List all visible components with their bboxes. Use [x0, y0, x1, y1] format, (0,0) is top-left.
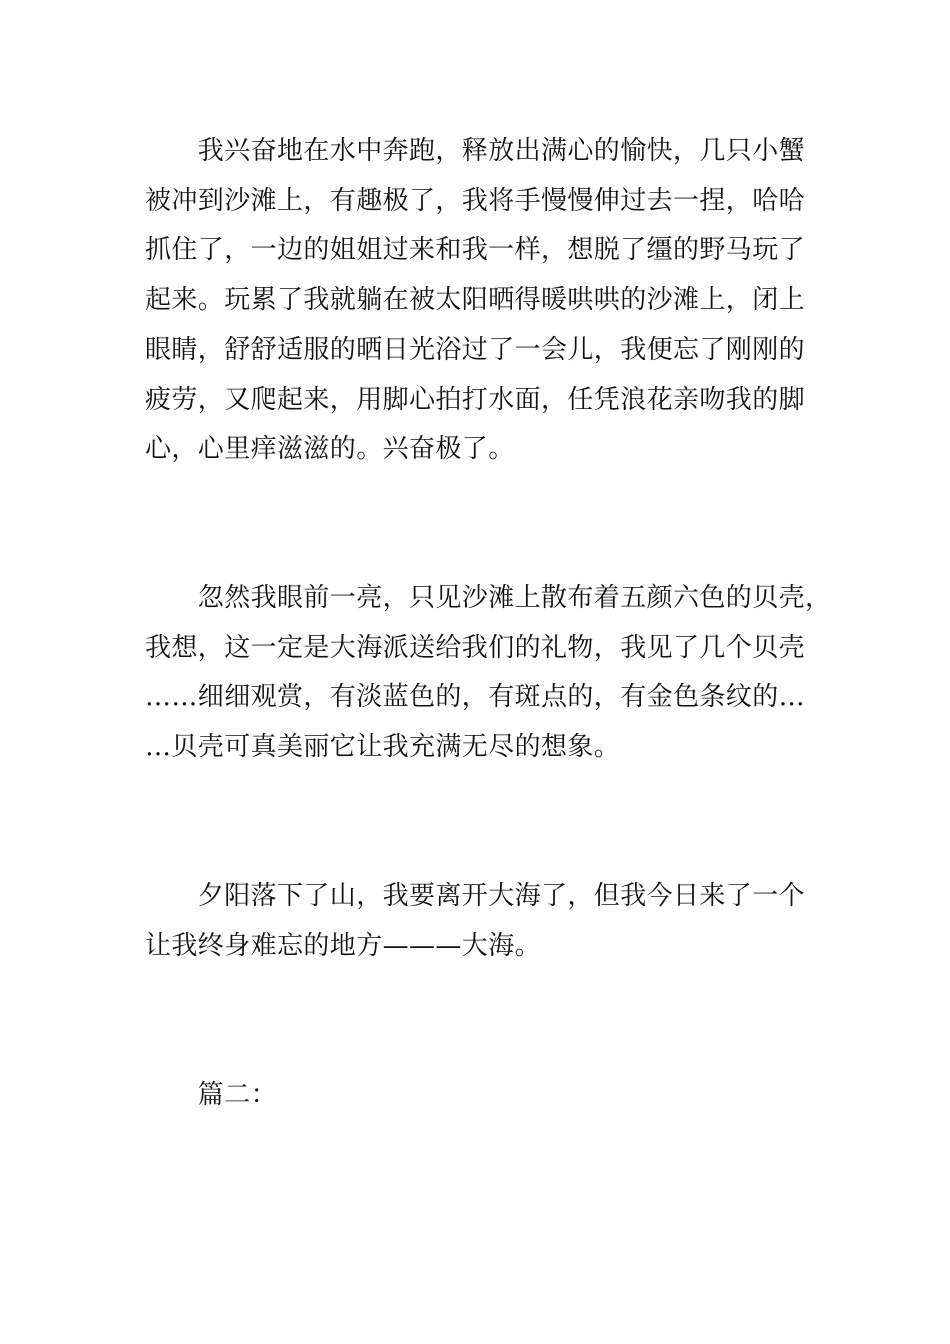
paragraph-line: ……细细观赏，有淡蓝色的，有斑点的，有金色条纹的…	[145, 682, 806, 712]
paragraph-line: 心，心里痒滋滋的。兴奋极了。	[145, 434, 515, 464]
paragraph-line: 被冲到沙滩上，有趣极了，我将手慢慢伸过去一捏，哈哈	[145, 186, 806, 216]
paragraph-line: 抓住了，一边的姐姐过来和我一样，想脱了缰的野马玩了	[145, 235, 806, 265]
paragraph-line: 让我终身难忘的地方———大海。	[145, 931, 542, 961]
paragraph-line: 我兴奋地在水中奔跑，释放出满心的愉快，几只小蟹	[145, 136, 806, 166]
paragraph-line: 夕阳落下了山，我要离开大海了，但我今日来了一个	[145, 881, 806, 911]
paragraph-line: 疲劳，又爬起来，用脚心拍打水面，任凭浪花亲吻我的脚	[145, 385, 806, 415]
paragraph-line: 眼睛，舒舒适服的晒日光浴过了一会儿，我便忘了刚刚的	[145, 335, 806, 365]
paragraph-line: 起来。玩累了我就躺在被太阳晒得暖哄哄的沙滩上，闭上	[145, 285, 806, 315]
paragraph-line: 忽然我眼前一亮，只见沙滩上散布着五颜六色的贝壳，	[145, 583, 832, 613]
section-heading-text: 篇二：	[145, 1080, 278, 1110]
paragraph-line: …贝壳可真美丽它让我充满无尽的想象。	[145, 732, 621, 762]
paragraph-line: 我想，这一定是大海派送给我们的礼物，我见了几个贝壳	[145, 633, 806, 663]
